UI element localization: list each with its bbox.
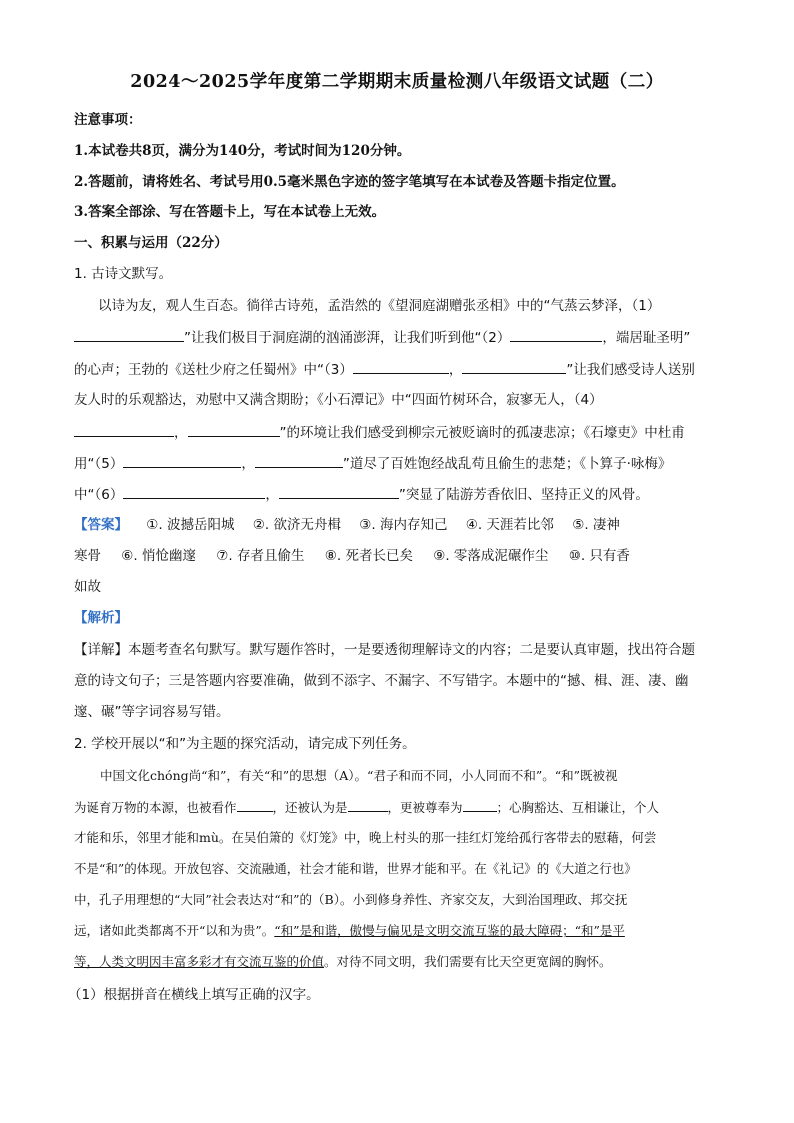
answer-line: 寒骨 ⑥. 悄怆幽邃 ⑦. 存者且偷生 ⑧. 死者长已矣 ⑨. 零落成泥碾作尘 ⑩. 只有香 <box>74 548 630 564</box>
fill-blank <box>348 797 388 812</box>
question-1-stem: 1. 古诗文默写。 <box>74 266 173 282</box>
notice-item-2: 2.答题前，请将姓名、考试号用0.5毫米黑色字迹的签字笔填写在本试卷及答题卡指定位置。 <box>74 174 625 190</box>
answer-label: 【答案】 <box>74 517 128 533</box>
q1-passage-line: 的心声；王勃的《送杜少府之任蜀州》中“（3） ， ”让我们感受诗人送别 <box>74 359 746 380</box>
fill-blank <box>279 484 399 499</box>
fill-blank <box>74 327 184 342</box>
underlined-sentence: “和”是和谐，傲慢与偏见是文明交流互鉴的最大障碍；“和”是平 <box>274 923 625 938</box>
q1-passage-line: ”让我们极目于洞庭湖的汹涌澎湃，让我们听到他“（2） ，端居耻圣明” <box>74 327 746 348</box>
analysis-label: 【解析】 <box>74 610 128 626</box>
fill-blank <box>462 359 566 374</box>
question-2-stem: 2. 学校开展以“和”为主题的探究活动，请完成下列任务。 <box>74 736 416 752</box>
material-line: 为诞育万物的本源，也被看作 ，还被认为是 ，更被尊奉为 ；心胸豁达、互相谦让，个人 <box>74 797 746 818</box>
answer-line: 如故 <box>74 579 101 595</box>
fill-blank <box>255 453 343 468</box>
fill-blank <box>188 422 280 437</box>
detail-line: 邃、碾”等字词容易写错。 <box>74 704 230 720</box>
fill-blank <box>510 327 602 342</box>
q1-passage-line: ， ”的环境让我们感受到柳宗元被贬谪时的孤凄悲凉；《石壕吏》中杜甫 <box>74 422 746 443</box>
material-line: 不是“和”的体现。开放包容、交流融通，社会才能和谐，世界才能和平。在《礼记》的《大道之行也》 <box>74 861 637 876</box>
fill-blank <box>237 797 273 812</box>
underlined-sentence: 等，人类文明因丰富多彩才有交流互鉴的价值 <box>74 954 325 969</box>
q1-passage-line: 中“（6） ， ”突显了陆游芳香依旧、坚持正义的风骨。 <box>74 484 746 505</box>
q1-passage-line: 以诗为友，观人生百态。徜徉古诗苑，孟浩然的《望洞庭湖赠张丞相》中的“气蒸云梦泽，（1） <box>98 298 661 314</box>
material-line: 才能和乐，邻里才能和mù。在吴伯箫的《灯笼》中，晚上村头的那一挂红灯笼给孤行客带去的慰藉，何尝 <box>74 830 657 845</box>
fill-blank <box>353 359 449 374</box>
material-line: 中国文化chóng尚“和”，有关“和”的思想（A）。“君子和而不同，小人同而不和”。“和”既被视 <box>100 768 618 783</box>
fill-blank <box>463 797 497 812</box>
q1-passage-line: 用“（5） ， ”道尽了百姓饱经战乱苟且偷生的悲楚；《卜算子·咏梅》 <box>74 453 746 474</box>
fill-blank <box>123 484 265 499</box>
section-heading: 一、积累与运用（22分） <box>74 235 228 251</box>
answer-line: 【答案】 ①. 波撼岳阳城 ②. 欲济无舟楫 ③. 海内存知己 ④. 天涯若比邻 ⑤. 凄神 <box>74 517 620 533</box>
fill-blank <box>74 422 174 437</box>
q1-passage-line: 友人时的乐观豁达，劝慰中又满含期盼；《小石潭记》中“四面竹树环合，寂寥无人，（4） <box>74 392 603 408</box>
notice-item-1: 1.本试卷共8页，满分为140分，考试时间为120分钟。 <box>74 143 411 159</box>
sub-question-1: （1）根据拼音在横线上填写正确的汉字。 <box>68 987 320 1003</box>
material-line: 远，诸如此类都离不开“以和为贵”。“和”是和谐，傲慢与偏见是文明交流互鉴的最大障碍；“和”是平 <box>74 923 625 938</box>
notice-item-3: 3.答案全部涂、写在答题卡上，写在本试卷上无效。 <box>74 204 386 220</box>
fill-blank <box>123 453 241 468</box>
detail-line: 【详解】本题考查名句默写。默写题作答时，一是要透彻理解诗文的内容；二是要认真审题，找出符合题 <box>74 642 695 658</box>
detail-line: 意的诗文句子；三是答题内容要准确，做到不添字、不漏字、不写错字。本题中的“撼、楫、涯、凄、幽 <box>74 673 689 689</box>
material-line: 等，人类文明因丰富多彩才有交流互鉴的价值。对待不同文明，我们需要有比天空更宽阔的胸怀。 <box>74 954 612 969</box>
material-line: 中，孔子用理想的“大同”社会表达对“和”的（B）。小到修身养性、齐家交友，大到治国理政、邦交抚 <box>74 892 628 907</box>
page-title: 2024～2025学年度第二学期期末质量检测八年级语文试题（二） <box>130 72 664 92</box>
notice-heading: 注意事项： <box>74 112 142 128</box>
